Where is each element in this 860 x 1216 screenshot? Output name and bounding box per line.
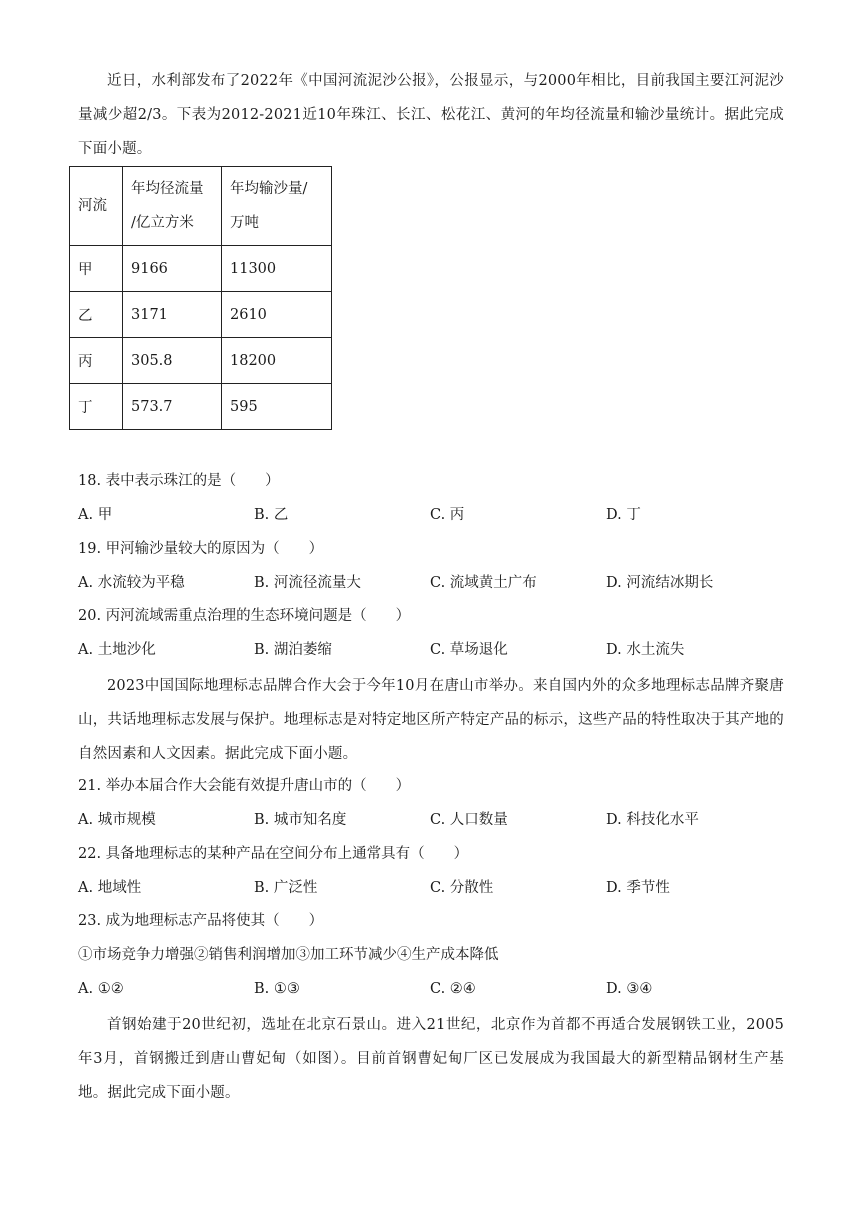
table-cell-river: 甲 [70,246,123,292]
question-21-option-b[interactable]: B. 城市知名度 [254,812,347,828]
question-18-option-a[interactable]: A. 甲 [78,507,113,523]
table-row [70,338,332,384]
question-19-option-c[interactable]: C. 流域黄土广布 [430,575,537,591]
question-19-option-b[interactable]: B. 河流径流量大 [254,575,361,591]
question-19-option-d[interactable]: D. 河流结冰期长 [606,575,714,591]
question-21-option-a[interactable]: A. 城市规模 [78,812,156,828]
question-23-option-a[interactable]: A. ①② [78,981,124,997]
question-20-option-a[interactable]: A. 土地沙化 [78,642,156,658]
table-cell-runoff: 3171 [123,292,222,338]
question-18-option-b[interactable]: B. 乙 [254,507,289,523]
question-18-option-d[interactable]: D. 丁 [606,507,641,523]
table-row [70,246,332,292]
question-23-option-d[interactable]: D. ③④ [606,981,653,997]
table-cell-sediment: 595 [222,384,332,430]
table-cell-river: 丙 [70,338,123,384]
passage-geographical-indication: 2023中国国际地理标志品牌合作大会于今年10月在唐山市举办。来自国内外的众多地理标志品牌齐聚唐山，共话地理标志发展与保护。地理标志是对特定地区所产特定产品的标示，这些产品的特性取决于其产地的自然因素和人文因素。据此完成下面小题。 [78,678,784,762]
header-sediment-line2: 万吨 [230,215,259,231]
header-sediment [222,167,332,246]
table-cell-runoff: 573.7 [123,384,222,430]
question-18-stem: 18. 表中表示珠江的是（ ） [78,473,280,489]
table-cell-sediment: 11300 [222,246,332,292]
header-sediment-line1: 年均输沙量/ [230,181,308,197]
question-23-option-b[interactable]: B. ①③ [254,981,300,997]
question-22-option-c[interactable]: C. 分散性 [430,880,494,896]
table-cell-sediment: 18200 [222,338,332,384]
table-cell-sediment: 2610 [222,292,332,338]
question-23-stem: 23. 成为地理标志产品将使其（ ） [78,913,324,929]
table-cell-river: 乙 [70,292,123,338]
table-header-row [70,167,332,246]
passage-shougang-relocation: 首钢始建于20世纪初，选址在北京石景山。进入21世纪，北京作为首都不再适合发展钢铁工业，2005年3月，首钢搬迁到唐山曹妃甸（如图）。目前首钢曹妃甸厂区已发展成为我国最大的新型精品钢材生产基地。据此完成下面小题。 [78,1017,784,1101]
question-22-option-d[interactable]: D. 季节性 [606,880,670,896]
question-22-stem: 22. 具备地理标志的某种产品在空间分布上通常具有（ ） [78,846,469,862]
river-data-table [69,166,332,430]
table-row [70,292,332,338]
question-21-option-c[interactable]: C. 人口数量 [430,812,508,828]
question-20-option-b[interactable]: B. 湖泊萎缩 [254,642,332,658]
table-cell-runoff: 9166 [123,246,222,292]
question-21-stem: 21. 举办本届合作大会能有效提升唐山市的（ ） [78,778,411,794]
question-18-option-c[interactable]: C. 丙 [430,507,465,523]
question-20-stem: 20. 丙河流域需重点治理的生态环境问题是（ ） [78,608,411,624]
question-19-stem: 19. 甲河输沙量较大的原因为（ ） [78,541,324,557]
question-20-option-d[interactable]: D. 水土流失 [606,642,685,658]
header-runoff-line2: /亿立方米 [131,215,194,231]
table-row [70,384,332,430]
question-22-option-a[interactable]: A. 地域性 [78,880,142,896]
passage-intro-river-sediment: 近日，水利部发布了2022年《中国河流泥沙公报》，公报显示，与2000年相比，目前我国主要江河泥沙量减少超2/3。下表为2012-2021近10年珠江、长江、松花江、黄河的年均径流量和输沙量统计。据此完成下面小题。 [78,73,784,157]
table-cell-runoff: 305.8 [123,338,222,384]
table-cell-river: 丁 [70,384,123,430]
header-runoff-line1: 年均径流量 [131,181,204,197]
header-river: 河流 [70,167,123,246]
question-19-option-a[interactable]: A. 水流较为平稳 [78,575,185,591]
question-23-option-c[interactable]: C. ②④ [430,981,476,997]
question-21-option-d[interactable]: D. 科技化水平 [606,812,699,828]
question-20-option-c[interactable]: C. 草场退化 [430,642,508,658]
question-23-statements: ①市场竞争力增强②销售利润增加③加工环节减少④生产成本降低 [78,947,499,963]
header-runoff [123,167,222,246]
question-22-option-b[interactable]: B. 广泛性 [254,880,318,896]
